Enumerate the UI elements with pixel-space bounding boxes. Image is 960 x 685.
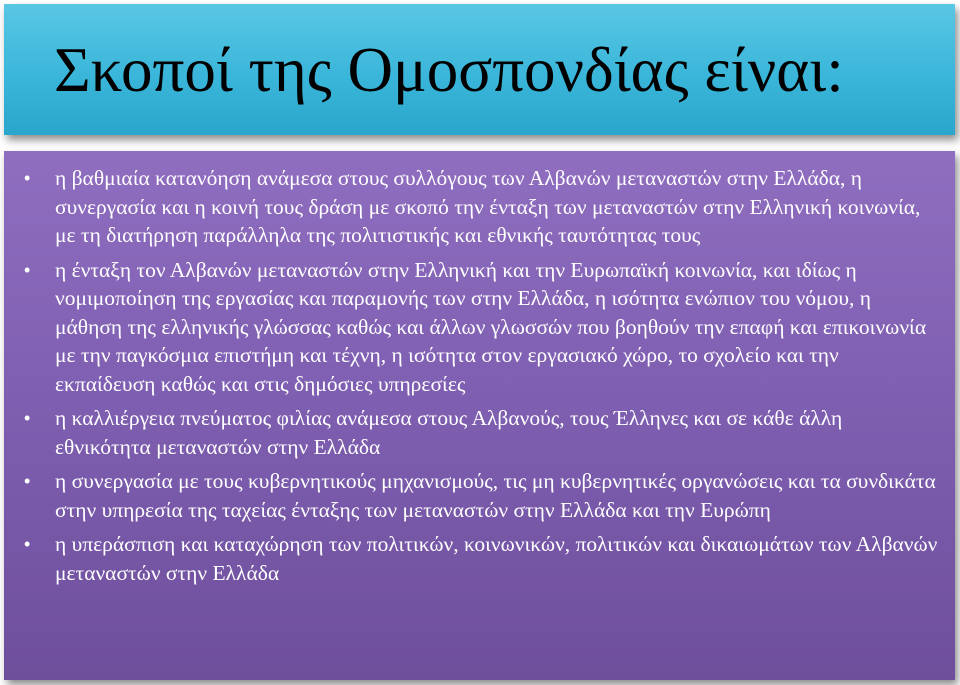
bullet-list <box>4 164 955 593</box>
content-box <box>4 151 955 680</box>
title-box <box>4 4 955 135</box>
bullet-text: η ένταξη τον Αλβανών μεταναστών στην Ελληνική και την Ευρωπαϊκή κοινωνία, και ιδίως η νομιμοποίηση της εργασίας και παραμονής των στην Ελλάδα, η ισότητα ενώπιον του νόμου, η μάθηση της ελληνικής γλώσσας καθώς και άλλων γλωσσών που βοηθούν την επαφή και επικοινωνία με την παγκόσμια επιστήμη και τέχνη, η ισότητα στον εργασιακό χώρο, το σχολείο και την εκπαίδευση καθώς και στις δημόσιες υπηρεσίες <box>55 257 927 396</box>
bullet-item <box>4 467 955 524</box>
bullet-item <box>4 404 955 461</box>
bullet-icon: • <box>24 534 31 554</box>
bullet-item <box>4 256 955 399</box>
bullet-icon: • <box>24 471 31 491</box>
bullet-item <box>4 530 955 587</box>
slide-title: Σκοποί της Ομοσπονδίας είναι: <box>54 35 844 105</box>
bullet-text: η υπεράσπιση και καταχώρηση των πολιτικών, κοινωνικών, πολιτικών και δικαιωμάτων των Αλβανών μεταναστών στην Ελλάδα <box>55 532 938 585</box>
bullet-text: η βαθμιαία κατανόηση ανάμεσα στους συλλόγους των Αλβανών μεταναστών στην Ελλάδα, η συνεργασία και η κοινή τους δράση με σκοπό την ένταξη των μεταναστών στην Ελληνική κοινωνία, με τη διατήρηση παράλληλα της πολιτιστικής και εθνικής ταυτότητας τους <box>55 166 921 247</box>
bullet-text: η συνεργασία με τους κυβερνητικούς μηχανισμούς, τις μη κυβερνητικές οργανώσεις και τα συνδικάτα στην υπηρεσία της ταχείας ένταξης των μεταναστών στην Ελλάδα και την Ευρώπη <box>55 469 936 522</box>
bullet-icon: • <box>24 259 31 280</box>
bullet-icon: • <box>24 168 31 188</box>
bullet-icon: • <box>24 408 31 428</box>
bullet-item <box>4 164 955 250</box>
bullet-text: η καλλιέργεια πνεύματος φιλίας ανάμεσα στους Αλβανούς, τους Έλληνες και σε κάθε άλλη εθνικότητα μεταναστών στην Ελλάδα <box>55 406 843 459</box>
